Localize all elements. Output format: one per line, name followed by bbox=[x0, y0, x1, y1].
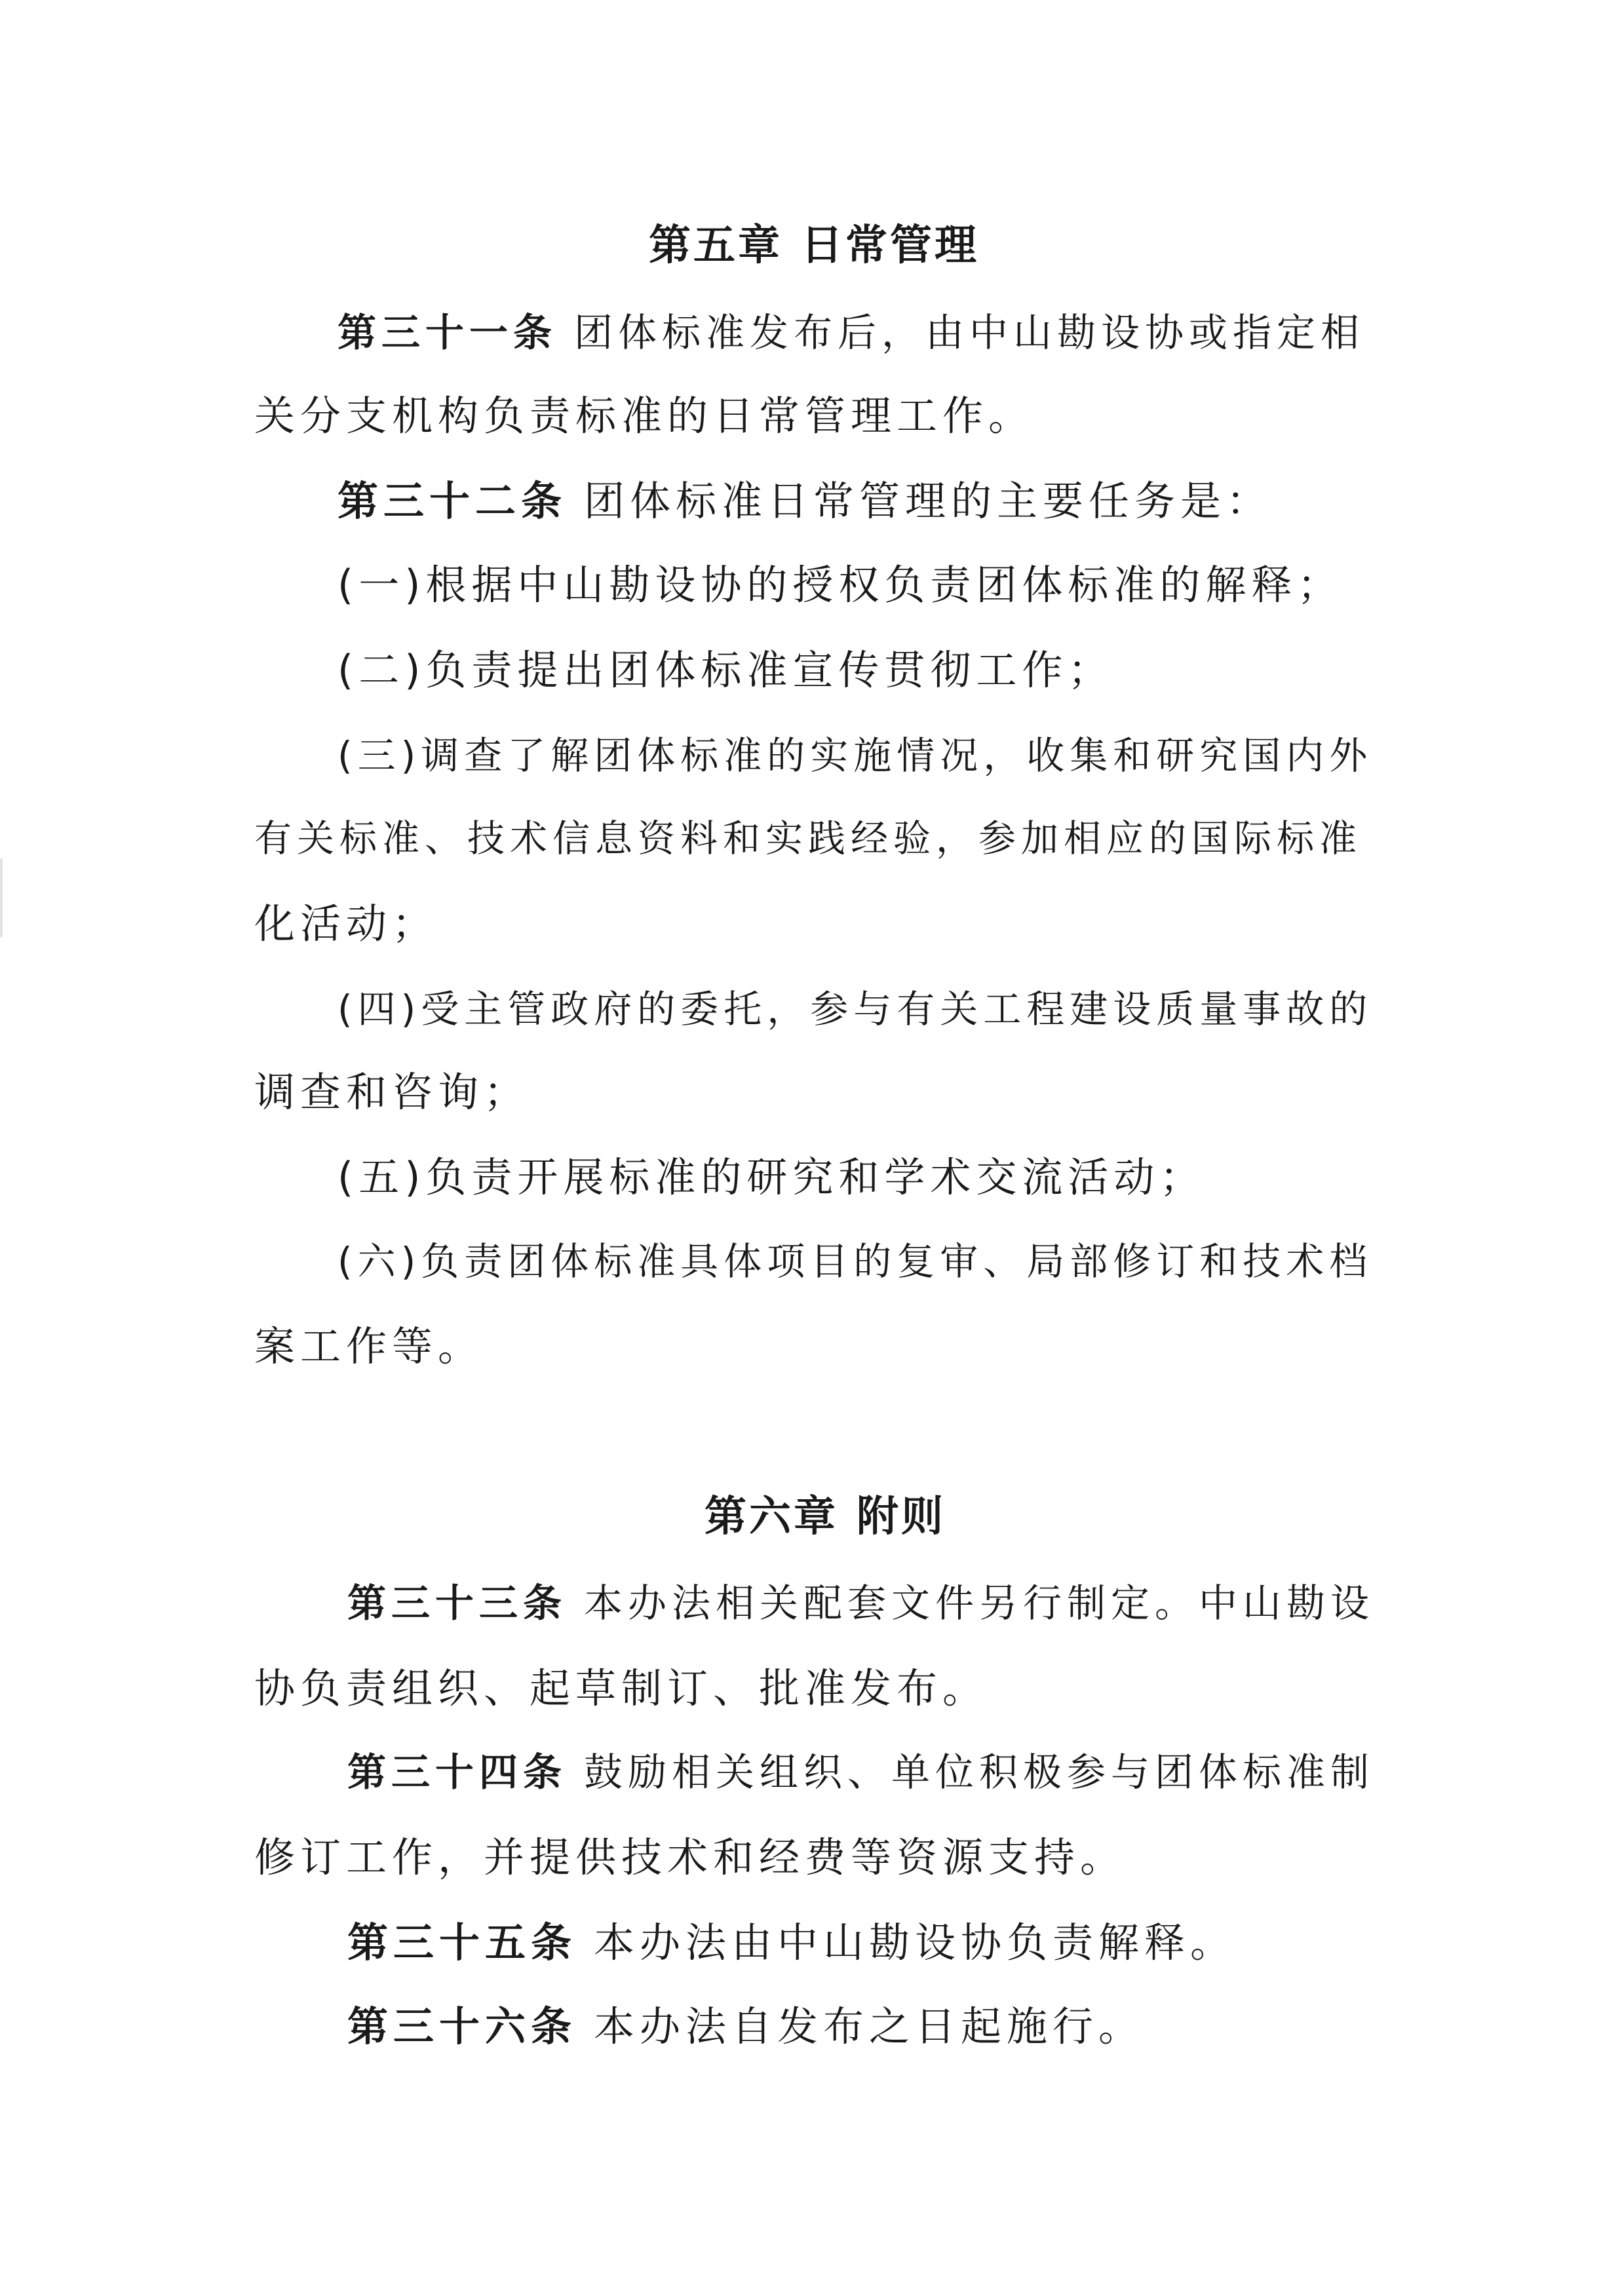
list-item-2: (二)负责提出团体标准宣传贯彻工作； bbox=[338, 646, 1114, 694]
list-item-3-line-1: (三)调查了解团体标准的实施情况，收集和研究国内外 bbox=[338, 733, 1373, 778]
article-34-line-1 bbox=[347, 1750, 1374, 1795]
article-34-text-1: 鼓励相关组织、单位积极参与团体标准制 bbox=[584, 1750, 1375, 1795]
article-31-line-1 bbox=[338, 310, 1364, 356]
chapter-name: 日常管理 bbox=[801, 221, 979, 270]
article-31-text-1: 团体标准发布后，由中山勘设协或指定相 bbox=[574, 310, 1365, 355]
scan-edge-mark bbox=[0, 858, 3, 937]
article-35-text-1: 本办法由中山勘设协负责解释。 bbox=[594, 1919, 1237, 1966]
list-item-6-line-2: 案工作等。 bbox=[254, 1322, 484, 1370]
article-31-line-2 bbox=[254, 393, 1034, 439]
article-34-label: 第三十四条 bbox=[347, 1750, 568, 1795]
article-35-label: 第三十五条 bbox=[347, 1919, 577, 1966]
list-item-1: (一)根据中山勘设协的授权负责团体标准的解释； bbox=[338, 561, 1343, 609]
article-33-text-1: 本办法相关配套文件另行制定。中山勘设 bbox=[584, 1580, 1375, 1626]
article-33-line-1 bbox=[347, 1580, 1374, 1626]
list-item-5: (五)负责开展标准的研究和学术交流活动； bbox=[338, 1153, 1206, 1201]
list-item-4-line-1: (四)受主管政府的委托，参与有关工程建设质量事故的 bbox=[338, 987, 1373, 1031]
article-36-text-1: 本办法自发布之日起施行。 bbox=[594, 2002, 1145, 2050]
list-item-3-line-2: 有关标准、技术信息资料和实践经验，参加相应的国际标准 bbox=[254, 817, 1362, 860]
article-32-text-1: 团体标准日常管理的主要任务是： bbox=[584, 477, 1273, 525]
chapter-number: 第五章 bbox=[649, 221, 782, 270]
article-33-line-2: 协负责组织、起草制订、批准发布。 bbox=[254, 1664, 989, 1712]
article-31-label: 第三十一条 bbox=[338, 310, 558, 355]
article-36-label: 第三十六条 bbox=[347, 2002, 577, 2050]
chapter-name: 附则 bbox=[857, 1493, 946, 1541]
article-32-line-1 bbox=[338, 478, 1272, 524]
chapter-number: 第六章 bbox=[705, 1493, 838, 1541]
article-33-label: 第三十三条 bbox=[347, 1580, 568, 1626]
list-item-3-line-3: 化活动； bbox=[254, 900, 438, 947]
article-32-label: 第三十二条 bbox=[338, 477, 568, 525]
article-35-line-1 bbox=[347, 1920, 1236, 1966]
list-item-4-line-2: 调查和咨询； bbox=[254, 1068, 530, 1116]
article-31-text-2: 关分支机构负责标准的日常管理工作。 bbox=[254, 392, 1035, 440]
list-item-6-line-1: (六)负责团体标准具体项目的复审、局部修订和技术档 bbox=[338, 1239, 1373, 1284]
chapter-6-title bbox=[705, 1494, 946, 1540]
chapter-5-title bbox=[649, 223, 979, 269]
article-36-line-1 bbox=[347, 2004, 1144, 2050]
article-34-line-2: 修订工作，并提供技术和经费等资源支持。 bbox=[254, 1833, 1127, 1881]
